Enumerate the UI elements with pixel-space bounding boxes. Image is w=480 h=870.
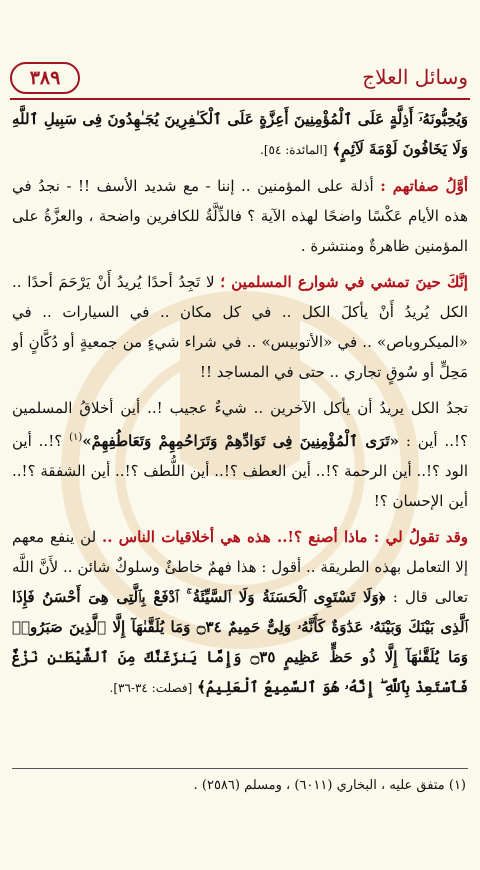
paragraph-2	[12, 171, 468, 261]
header-divider	[10, 98, 470, 100]
paragraph-5	[12, 522, 468, 703]
footnote-marker: (١)	[69, 432, 83, 443]
section-lead: إنَّكَ حينَ تمشي في شوارع المسلمين ؛	[220, 273, 468, 291]
paragraph-text: ؟!.. أين الود ؟!.. أين الرحمة ؟!.. أين العطف ؟!.. أين اللُّطف ؟!.. أين الشفقة ؟!.. أين الإحسان ؟!	[12, 432, 468, 510]
paragraph-3	[12, 267, 468, 387]
footnote-divider	[12, 768, 468, 769]
page-body	[12, 104, 468, 709]
paragraph-text: لن ينفع معهم إلا التعامل بهذه الطريقة .. أقول : هذا فهمٌ خاطئٌ وسلوكٌ شائن .. لأَنَّ اللَّه تعالى قال :	[12, 528, 468, 606]
quran-verse: ﴿وَلَا تَسْتَوِى ٱلْحَسَنَةُ وَلَا ٱلسَّيِّئَةُ ۚ ٱدْفَعْ بِٱلَّتِى هِىَ أَحْسَنُ فَإِذَا ٱلَّذِى بَيْنَكَ وَبَيْنَهُۥ عَدَٰوَةٌ كَأَنَّهُۥ وَلِىٌّ حَمِيمٌ ۝٣٤ وَمَا يُلَقَّىٰهَآ إِلَّا ٱلَّذِينَ صَبَرُوا۟ وَمَا يُلَقَّىٰهَآ إِلَّا ذُو حَظٍّ عَظِيمٍ ۝٣٥ وَإِمَّا يَنزَغَنَّكَ مِنَ ٱلشَّيْطَـٰنِ نَزْغٌ فَٱسْتَعِذْ بِٱللَّهِ ۖ إِنَّهُۥ هُوَ ٱلسَّمِيعُ ٱلْعَلِيمُ﴾	[12, 588, 468, 696]
page-header	[10, 62, 470, 96]
paragraph-1	[12, 104, 468, 165]
verse-reference: [فصلت: ٣٤-٣٦].	[109, 681, 193, 695]
quran-verse: وَيُحِبُّونَهُۥٓ أَذِلَّةٍ عَلَى ٱلْمُؤْمِنِينَ أَعِزَّةٍ عَلَى ٱلْكَـٰفِرِينَ يُجَـٰهِدُونَ فِى سَبِيلِ ٱللَّهِ وَلَا يَخَافُونَ لَوْمَةَ لَآئِمٍ﴾	[12, 110, 468, 158]
paragraph-text: لا تَجِدُ أحدًا يُريدُ أَنْ يَرْحَمَ أحدًا .. الكل يُريدُ أَنْ يأكلَ الكل .. في كل مكان .. في السيارات .. في «الميكروباص» .. في «الأتوبيس» .. في شراء شيءٍ من جمعيةٍ أو دُكَّانٍ أو مَحِلٍّ أو سُوقٍ تجاري .. حتى في المساجد !!	[12, 273, 468, 381]
verse-reference: [المائدة: ٥٤].	[260, 143, 328, 157]
section-lead: أوَّلُ صفاتهم :	[380, 177, 468, 195]
paragraph-text: أذلة على المؤمنين .. إننا - مع شديد الأسف !! - نجدُ في هذه الأيام عَكْسًا واضحًا لهذه الآية ؟ فالذِّلَّةُ للكافرين واضحة ، والعزَّةُ على المؤمنين ظاهرةٌ ومنتشرة .	[12, 177, 468, 255]
book-title: وسائل العلاج	[362, 65, 468, 89]
paragraph-text: تجدُ الكل يريدُ أن يأكل الآخرين .. شيءٌ عجيب !.. أين أخلاقُ المسلمين ؟!.. أين :	[12, 399, 468, 450]
footnote: (١) متفق عليه ، البخاري (٦٠١١) ، ومسلم (٢٥٨٦) .	[193, 778, 466, 793]
section-lead: وقد تقولُ لي : ماذا أصنع ؟!.. هذه هي أخلاقيات الناس ..	[102, 528, 468, 546]
page-number: ٣٨٩	[10, 62, 80, 94]
paragraph-4	[12, 393, 468, 516]
hadith-quote: «تَرَى ٱلْمُؤْمِنِينَ فِى تَوَادِّهِمْ وَتَرَاحُمِهِمْ وَتَعَاطُفِهِمْ»	[82, 432, 399, 450]
